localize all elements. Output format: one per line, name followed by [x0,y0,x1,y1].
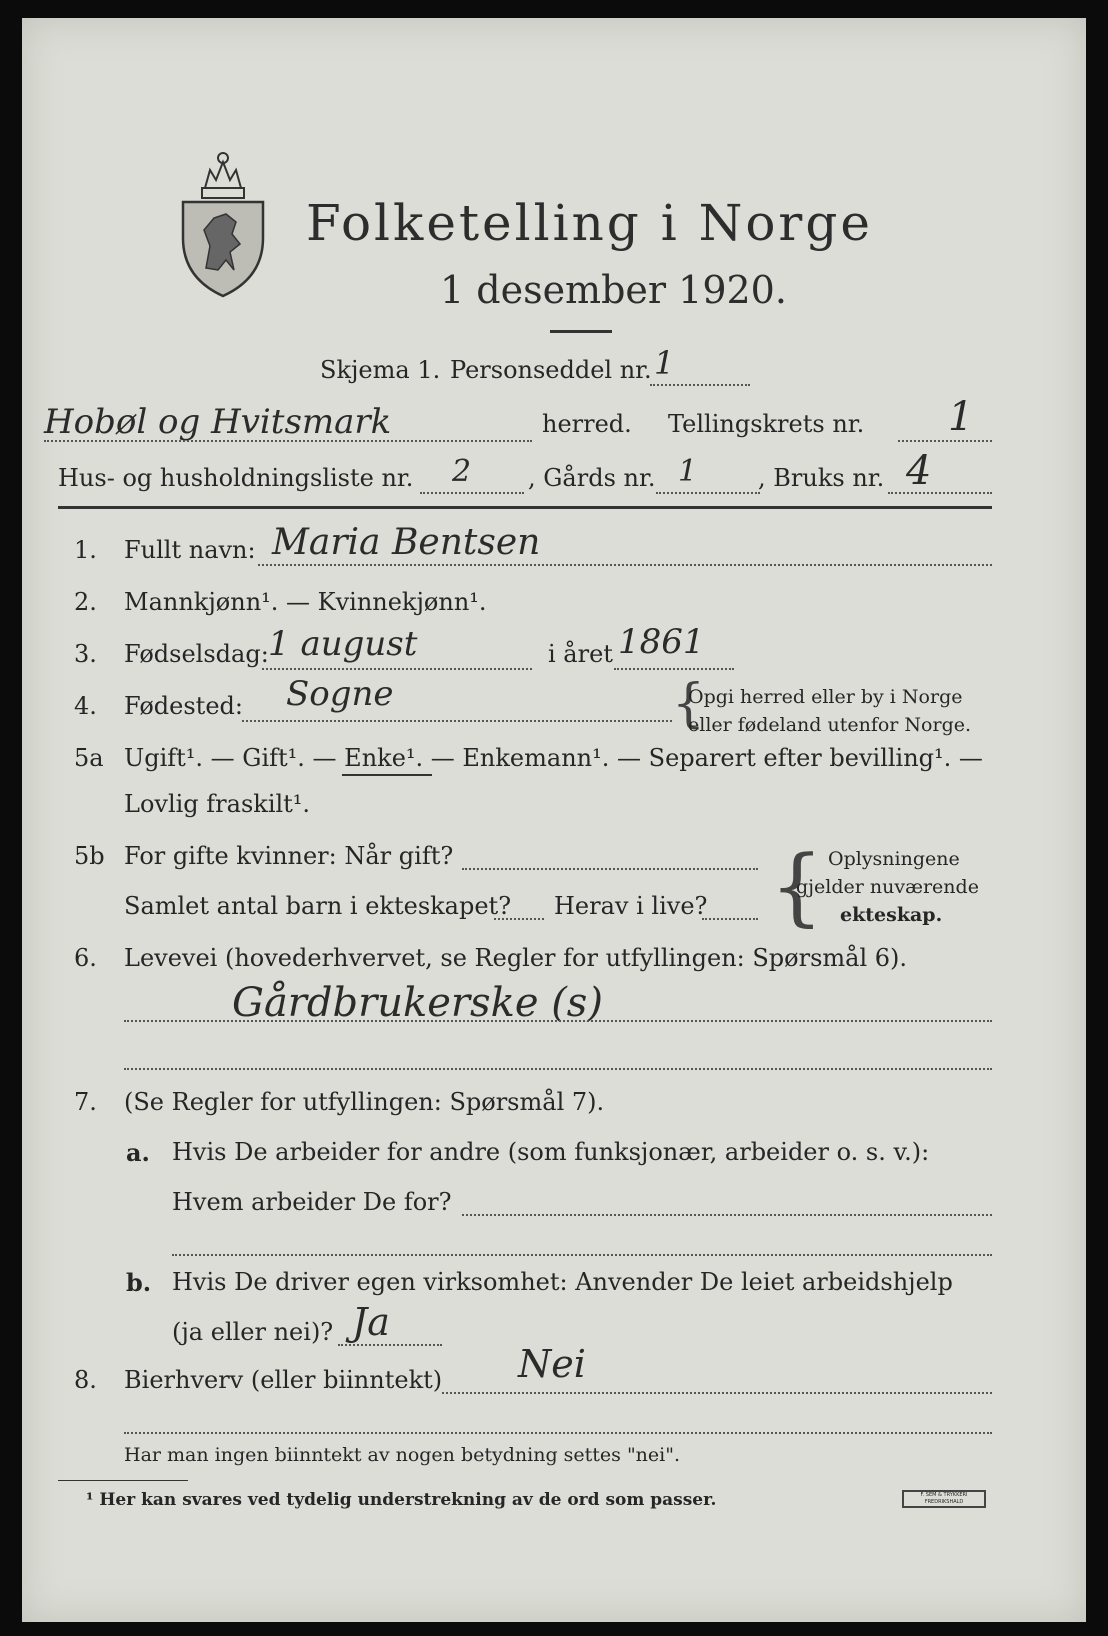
q4-label: Fødested: [124,692,243,720]
q2-number: 2. [74,588,97,616]
q3-year-value[interactable]: 1861 [618,622,705,662]
tellingskrets-line [898,440,992,442]
personseddel-line [650,384,750,386]
q6-line1 [124,1020,992,1022]
q5b-line2b: Herav i live? [554,892,708,920]
bruks-label: , Bruks nr. [758,464,885,492]
husholdning-value[interactable]: 2 [452,454,472,489]
q5b-when-line [462,868,758,870]
q8-line [442,1392,992,1394]
census-form [22,18,1086,1622]
q8-extra-line [124,1432,992,1434]
title-divider [550,330,612,333]
coat-of-arms-icon [180,148,266,298]
q5b-line2: Samlet antal barn i ekteskapet? [124,892,512,920]
page-title: Folketelling i Norge [306,194,873,252]
q5a-line2: Lovlig fraskilt¹. [124,790,311,818]
q6-label: Levevei (hovederhvervet, se Regler for utfyllingen: Spørsmål 6). [124,944,908,972]
q7b-line1: Hvis De driver egen virksomhet: Anvender De leiet arbeidshjelp [172,1268,953,1296]
footer-note: Har man ingen biinntekt av nogen betydning settes "nei". [124,1444,681,1466]
gards-line [656,492,760,494]
q5b-brace: { [770,837,824,935]
q5b-note3: ekteskap. [840,904,943,926]
q5b-number: 5b [74,842,105,870]
q3-day-line [262,668,532,670]
bruks-line [888,492,992,494]
q3-year-label: i året [548,640,613,668]
personseddel-label: Personseddel nr. [450,356,652,384]
gards-value[interactable]: 1 [678,454,698,489]
herred-value[interactable]: Hobøl og Hvitsmark [44,402,392,442]
q3-number: 3. [74,640,97,668]
q7b-line [338,1344,442,1346]
q3-label: Fødselsdag: [124,640,269,668]
herred-line [44,440,532,442]
q4-note-line1: Opgi herred eller by i Norge [688,686,963,708]
q4-brace: { [672,674,706,734]
q7-label: (Se Regler for utfyllingen: Spørsmål 7). [124,1088,605,1116]
schema-label: Skjema 1. [320,356,441,384]
herred-label: herred. [542,410,632,438]
q7a-line1: Hvis De arbeider for andre (som funksjonær, arbeider o. s. v.): [172,1138,930,1166]
q3-year-line [614,668,734,670]
q1-value[interactable]: Maria Bentsen [272,522,541,563]
census-date: 1 desember 1920. [440,268,787,312]
q7b-label: b. [126,1268,152,1297]
q5b-line1: For gifte kvinner: Når gift? [124,842,454,870]
q1-line [258,564,992,566]
q7a-employer-line [462,1214,992,1216]
q5a-line1: Ugift¹. — Gift¹. — Enke¹. — Enkemann¹. — Separert efter bevilling¹. — [124,744,983,772]
q7a-line2: Hvem arbeider De for? [172,1188,452,1216]
q7b-value[interactable]: Ja [352,1300,390,1344]
q3-value[interactable]: 1 august [268,624,418,664]
q8-label: Bierhverv (eller biinntekt) [124,1366,443,1394]
q1-label: Fullt navn: [124,536,256,564]
tellingskrets-label: Tellingskrets nr. [668,410,865,438]
personseddel-value[interactable]: 1 [654,344,675,382]
printer-stamp: F. SEM & TRYKKERI FREDRIKSHALD [902,1490,986,1508]
q5b-children-line [494,918,544,920]
q4-line [242,720,672,722]
husholdning-line [420,492,524,494]
q7a-label: a. [126,1138,150,1167]
header-divider [58,506,992,509]
q8-number: 8. [74,1366,97,1394]
q7b-line2: (ja eller nei)? [172,1318,334,1346]
q5b-note1: Oplysningene [828,848,960,870]
q5b-note2: gjelder nuværende [796,876,979,898]
q5b-alive-line [702,918,758,920]
q8-value[interactable]: Nei [518,1342,586,1386]
q4-note-line2: eller fødeland utenfor Norge. [688,714,972,736]
gards-label: , Gårds nr. [528,464,656,492]
bruks-value[interactable]: 4 [906,448,932,494]
q4-value[interactable]: Sogne [286,674,394,714]
q7a-extra-line [172,1254,992,1256]
q7-number: 7. [74,1088,97,1116]
q6-number: 6. [74,944,97,972]
q6-value[interactable]: Gårdbrukerske (s) [232,980,603,1026]
q1-number: 1. [74,536,97,564]
q5a-enke-underline [342,774,432,776]
footnote-divider [58,1480,188,1481]
footnote: ¹ Her kan svares ved tydelig understrekning av de ord som passer. [86,1490,717,1510]
q5a-number: 5a [74,744,104,772]
q6-line2 [124,1068,992,1070]
q4-number: 4. [74,692,97,720]
tellingskrets-value[interactable]: 1 [948,394,974,440]
q2-label: Mannkjønn¹. — Kvinnekjønn¹. [124,588,487,616]
husholdning-label: Hus- og husholdningsliste nr. [58,464,414,492]
